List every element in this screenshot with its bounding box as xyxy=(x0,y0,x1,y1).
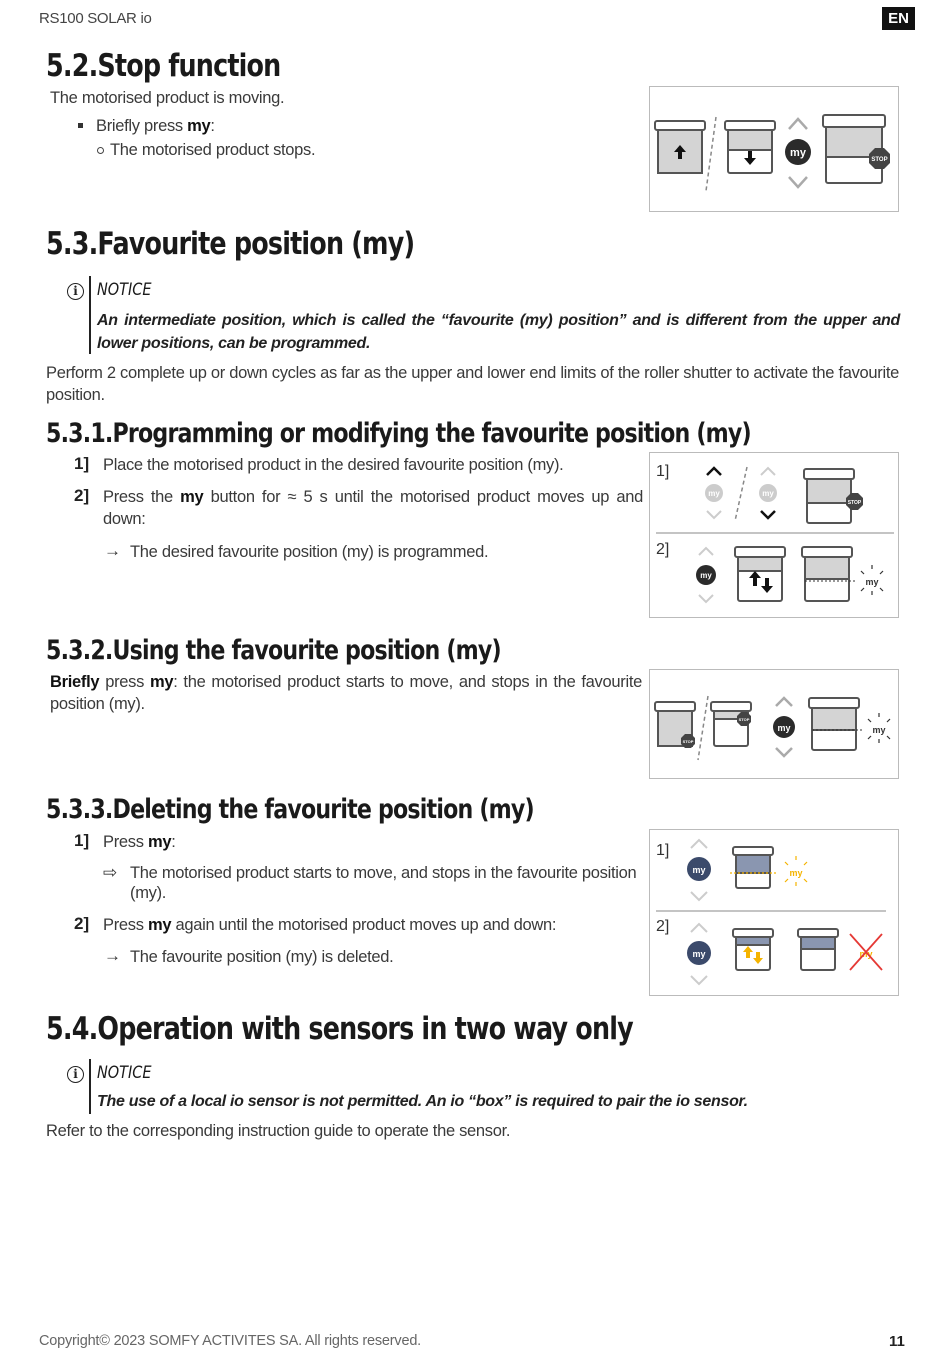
result-arrow: → xyxy=(104,541,121,560)
favourite-intro: Perform 2 complete up or down cycles as far as the upper and lower end limits of the roller shutter to activate the favourite position. xyxy=(46,364,900,404)
shutter-favourite-icon xyxy=(802,547,883,601)
deleting-diagram xyxy=(649,829,899,996)
programming-diagram-svg xyxy=(650,453,900,619)
stop-result: The motorised product stops. xyxy=(110,141,316,159)
panel-step-label: 1] xyxy=(656,842,670,859)
notice-bar xyxy=(89,1059,91,1114)
stop-intro: The motorised product is moving. xyxy=(50,89,285,107)
info-icon: i xyxy=(67,1066,84,1083)
step1-text: Place the motorised product in the desired favourite position (my). xyxy=(103,456,564,474)
svg-text:my: my xyxy=(777,723,791,733)
delete-step1: Press my: xyxy=(103,833,176,851)
svg-text:my: my xyxy=(708,489,720,498)
panel-step-label: 1] xyxy=(656,463,670,480)
programming-result: The desired favourite position (my) is programmed. xyxy=(130,543,489,561)
panel-step-label: 2] xyxy=(656,541,670,558)
svg-text:STOP: STOP xyxy=(682,739,694,744)
section-title-programming: 5.3.1.Programming or modifying the favourite position (my) xyxy=(46,418,751,449)
step-number: 1] xyxy=(74,831,90,850)
notice-text: An intermediate position, which is called the “favourite (my) position” and is different from the upper and lower positions, can be programmed. xyxy=(97,312,900,352)
svg-text:my: my xyxy=(865,577,879,587)
notice-title: NOTICE xyxy=(97,1063,152,1083)
step2-text: Press the my button for ≈ 5 s until the motorised product moves up and down: xyxy=(103,488,643,528)
bullet-circle xyxy=(97,147,104,154)
shutter-stopped-icon xyxy=(804,469,863,523)
info-icon: i xyxy=(67,283,84,300)
stop-bullet: Briefly press my: xyxy=(96,117,215,135)
shutter-up-down-icon xyxy=(733,929,773,970)
section-title-sensors: 5.4.Operation with sensors in two way only xyxy=(46,1011,633,1047)
svg-text:my: my xyxy=(790,147,806,159)
using-favourite-diagram xyxy=(649,669,899,779)
shutter-up-down-icon xyxy=(735,547,785,601)
delete-step1-result: The motorised product starts to move, and stops in the favourite position (my). xyxy=(130,864,637,902)
bullet-square xyxy=(78,123,83,128)
delete-step2-result: The favourite position (my) is deleted. xyxy=(130,948,394,966)
result-arrow: → xyxy=(104,946,121,965)
shutter-down-icon xyxy=(725,121,775,173)
page-number: 11 xyxy=(889,1333,905,1350)
svg-text:my: my xyxy=(692,865,706,875)
deleting-diagram-svg xyxy=(650,830,900,997)
result-arrow: ⇨ xyxy=(103,863,118,882)
svg-text:my: my xyxy=(859,949,873,959)
svg-text:my: my xyxy=(762,489,774,498)
step-number: 2] xyxy=(74,914,90,933)
step-number: 2] xyxy=(74,486,90,505)
svg-text:my: my xyxy=(872,725,886,735)
stop-diagram-svg xyxy=(650,87,900,213)
section-title-using-favourite: 5.3.2.Using the favourite position (my) xyxy=(46,635,501,666)
shutter-up-icon xyxy=(655,121,705,173)
using-favourite-svg xyxy=(650,670,900,780)
step-number: 1] xyxy=(74,454,90,473)
sensor-instructions: Refer to the corresponding instruction guide to operate the sensor. xyxy=(46,1122,511,1140)
language-badge: EN xyxy=(882,7,915,30)
svg-text:STOP: STOP xyxy=(871,157,888,163)
section-title-favourite-position: 5.3.Favourite position (my) xyxy=(46,226,415,262)
copyright: Copyright© 2023 SOMFY ACTIVITES SA. All rights reserved. xyxy=(39,1333,422,1349)
delete-step2: Press my again until the motorised product moves up and down: xyxy=(103,916,557,934)
programming-diagram xyxy=(649,452,899,618)
using-favourite-text: Briefly press my: the motorised product starts to move, and stops in the favourite position (my). xyxy=(50,673,642,713)
shutter-stopped-icon xyxy=(655,702,695,748)
svg-text:my: my xyxy=(692,949,706,959)
shutter-favourite-icon xyxy=(809,698,890,750)
notice-text: The use of a local io sensor is not permitted. An io “box” is required to pair the io sensor. xyxy=(97,1093,748,1110)
shutter-closed-icon xyxy=(798,929,838,970)
section-title-stop-function: 5.2.Stop function xyxy=(46,48,281,84)
svg-text:STOP: STOP xyxy=(847,500,862,506)
notice-title: NOTICE xyxy=(97,280,152,300)
notice-bar xyxy=(89,276,91,354)
svg-text:my: my xyxy=(700,571,712,580)
shutter-stopped-icon xyxy=(711,702,751,746)
stop-function-diagram xyxy=(649,86,899,212)
svg-text:STOP: STOP xyxy=(738,717,750,722)
shutter-stopped-icon xyxy=(823,115,890,183)
section-title-deleting: 5.3.3.Deleting the favourite position (my) xyxy=(46,794,534,825)
shutter-moving-icon xyxy=(730,847,778,888)
product-name: RS100 SOLAR io xyxy=(39,10,152,27)
svg-text:my: my xyxy=(789,868,803,878)
panel-step-label: 2] xyxy=(656,918,670,935)
